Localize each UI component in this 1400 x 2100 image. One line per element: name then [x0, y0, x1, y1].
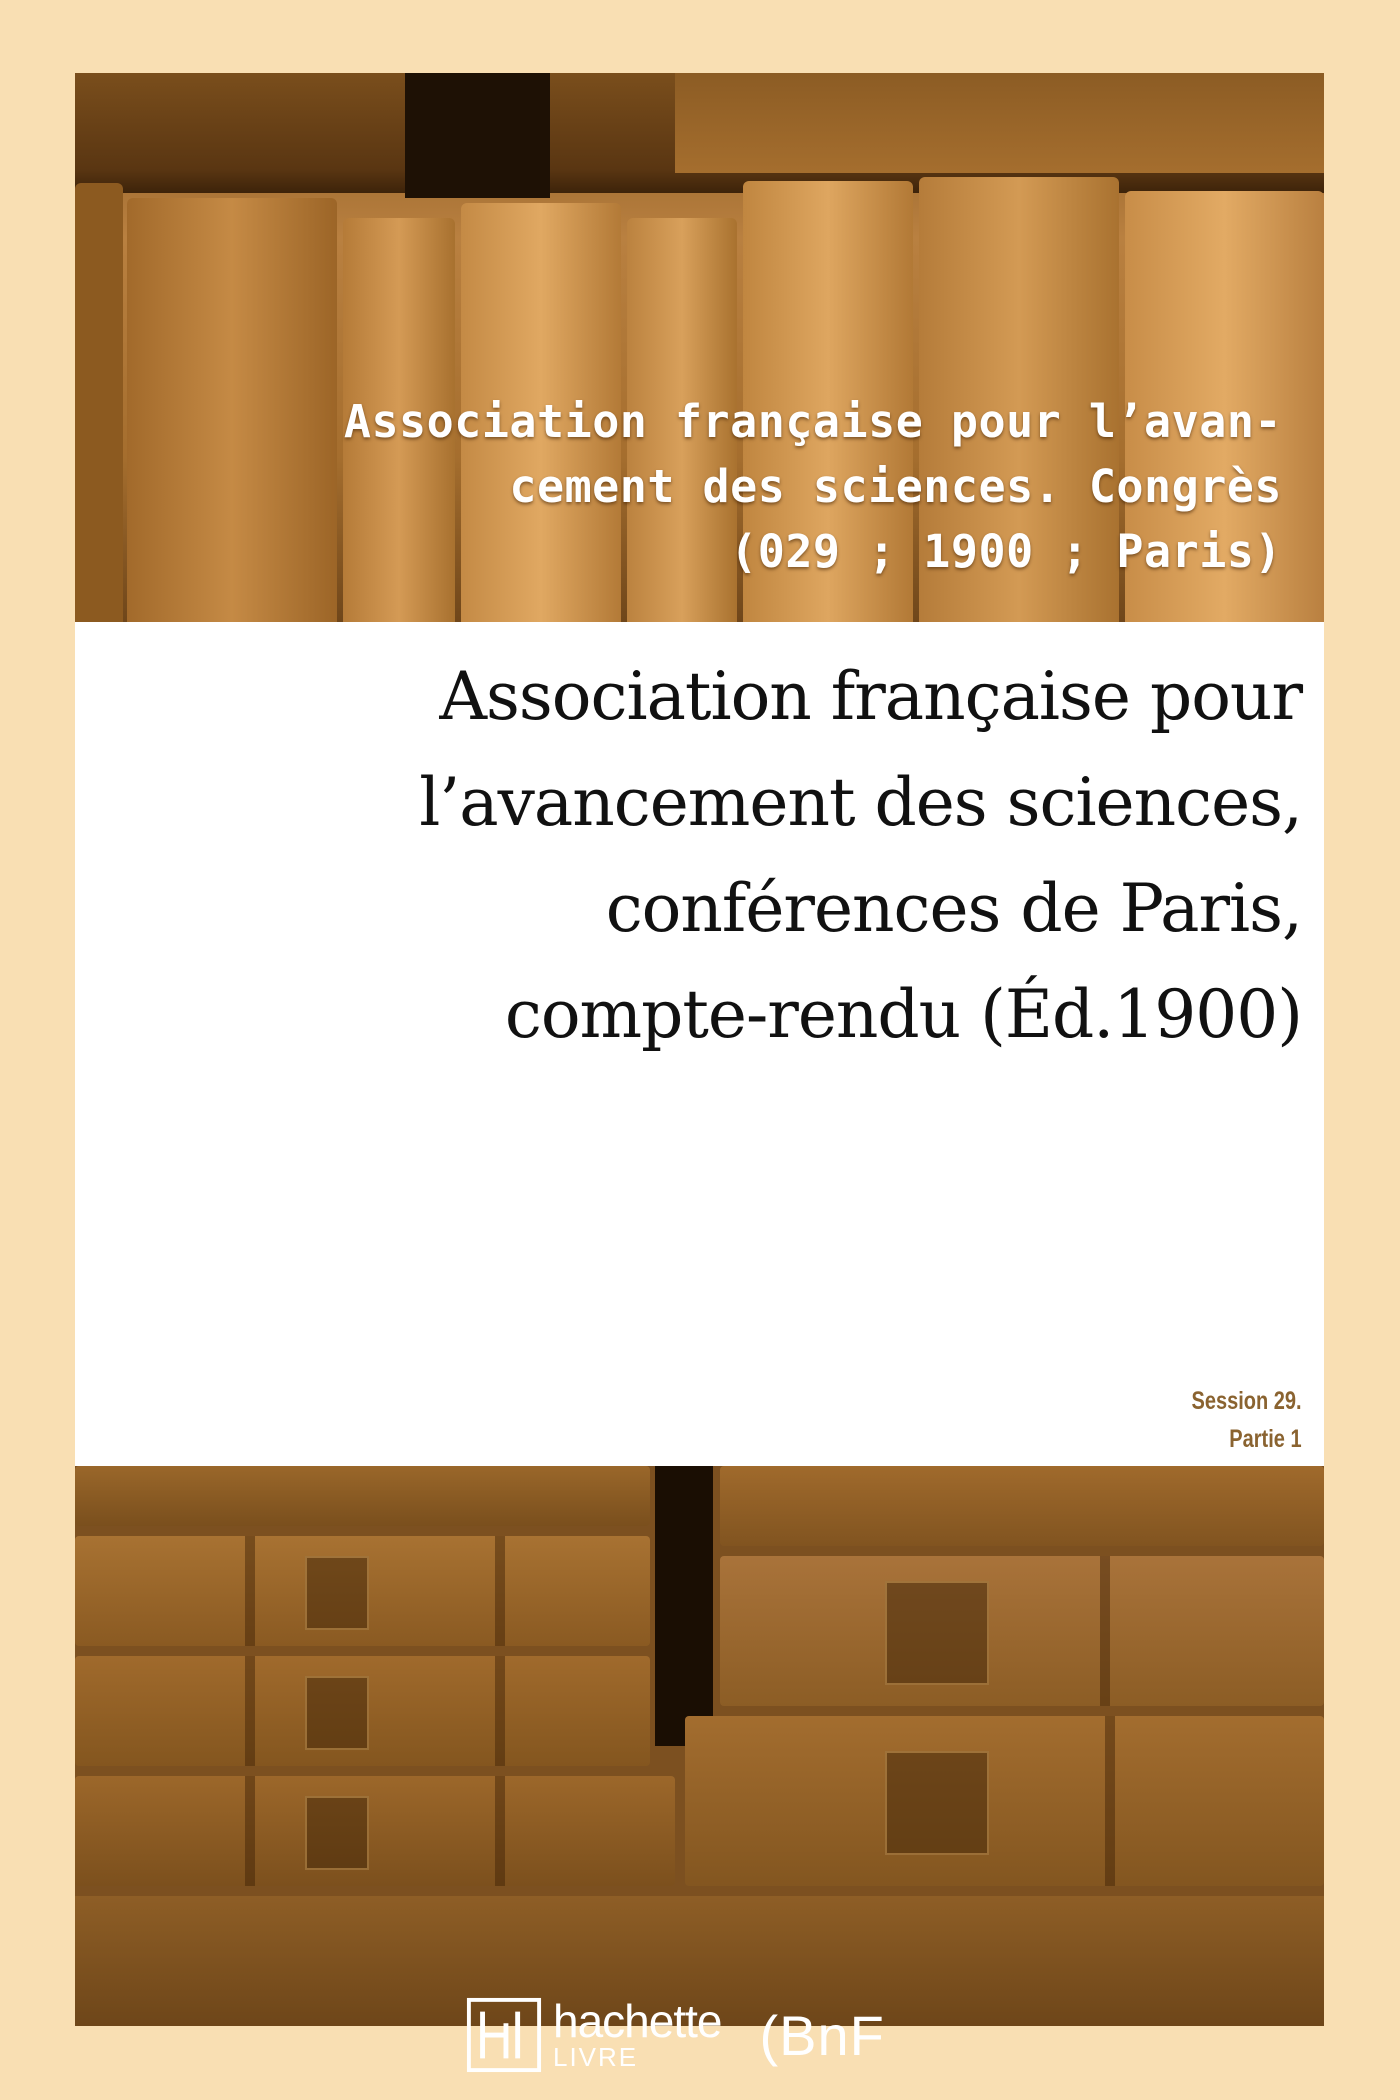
title-line: conférences de Paris,: [605, 870, 1302, 947]
book-row: [75, 1466, 650, 1526]
book-row: [685, 1716, 1324, 1886]
spine-band: [495, 1656, 505, 1766]
spine-band: [245, 1776, 255, 1886]
spine-band: [245, 1536, 255, 1646]
book-cover: [75, 73, 1324, 2072]
book-row: [720, 1556, 1324, 1706]
spine-label: [305, 1556, 369, 1630]
author-block: [75, 73, 1324, 622]
title-band: [75, 622, 1324, 1466]
hachette-logo-icon: [465, 1996, 543, 2074]
spine-label: [305, 1796, 369, 1870]
spine-band: [245, 1656, 255, 1766]
volume-info: [1164, 1382, 1302, 1458]
part-label: Partie 1: [1229, 1425, 1302, 1453]
book-row: [75, 1656, 650, 1766]
shelf-gap: [655, 1466, 713, 1746]
spine-band: [495, 1776, 505, 1886]
top-books-image: [75, 73, 1324, 622]
spine-band: [495, 1536, 505, 1646]
spine-label: [885, 1751, 989, 1855]
hachette-wordmark: [553, 1995, 722, 2072]
book-row: [75, 1776, 675, 1886]
book-title: [419, 644, 1302, 1068]
bottom-books-image: [75, 1466, 1324, 2072]
book-row: [75, 1536, 650, 1646]
spine-band: [1100, 1556, 1110, 1706]
title-line: compte-rendu (Éd.1900): [504, 976, 1302, 1053]
author-line: Association française pour l’avan-: [343, 395, 1282, 448]
bnf-logo: (BnF: [759, 2003, 885, 2067]
session-label: Session 29.: [1191, 1387, 1302, 1415]
spine-band: [1105, 1716, 1115, 1886]
spine-label: [885, 1581, 989, 1685]
publisher-logos: [465, 1990, 885, 2080]
hachette-name: hachette: [553, 1995, 722, 2047]
title-line: l’avancement des sciences,: [419, 764, 1302, 841]
book-row: [720, 1466, 1324, 1546]
author-line: cement des sciences. Congrès: [509, 460, 1282, 513]
spine-label: [305, 1676, 369, 1750]
hachette-sub: LIVRE: [553, 2042, 639, 2072]
title-line: Association française pour: [439, 658, 1302, 735]
author-line: (029 ; 1900 ; Paris): [730, 525, 1282, 578]
